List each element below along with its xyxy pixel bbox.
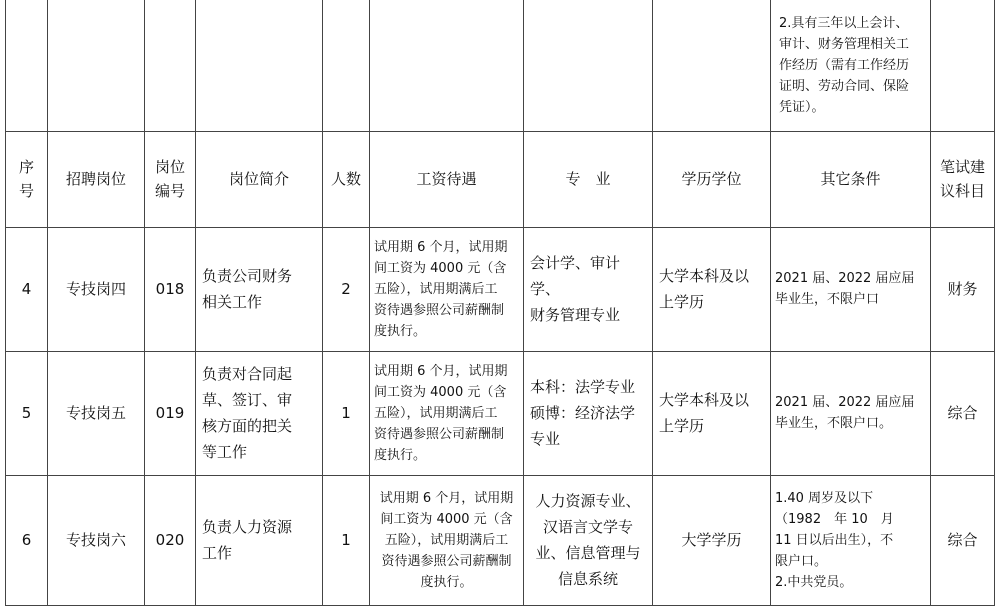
cell-no: 5 xyxy=(6,351,48,475)
header-code: 岗位 编号 xyxy=(145,131,196,227)
header-major: 专 业 xyxy=(524,131,653,227)
cell-other: 2021 届、2022 届应届 毕业生，不限户口 xyxy=(771,227,931,351)
header-count: 人数 xyxy=(323,131,370,227)
cell-salary: 试用期 6 个月，试用期 间工资为 4000 元（含 五险），试用期满后工 资待遇参照公司薪酬制 度执行。 xyxy=(370,475,524,605)
cell-count: 1 xyxy=(323,351,370,475)
table-row xyxy=(6,351,995,475)
cell-position: 专技岗六 xyxy=(48,475,145,605)
table-row xyxy=(6,475,995,605)
cell-other: 2021 届、2022 届应届 毕业生，不限户口。 xyxy=(771,351,931,475)
cell-exam: 综合 xyxy=(931,475,995,605)
cell-other: 1.40 周岁及以下 （1982 年 10 月 11 日以后出生），不 限户口。 2.中共党员。 xyxy=(771,475,931,605)
table-header-row xyxy=(6,131,995,227)
header-no: 序号 xyxy=(6,131,48,227)
cell-intro: 负责对合同起 草、签订、审 核方面的把关 等工作 xyxy=(196,351,323,475)
cell-degree: 大学本科及以 上学历 xyxy=(653,227,771,351)
cell-code: 018 xyxy=(145,227,196,351)
cell-major: 会计学、审计学、 财务管理专业 xyxy=(524,227,653,351)
header-exam: 笔试建 议科目 xyxy=(931,131,995,227)
header-other: 其它条件 xyxy=(771,131,931,227)
cell-code: 020 xyxy=(145,475,196,605)
cell-exam: 综合 xyxy=(931,351,995,475)
prev-other-conditions: 2.具有三年以上会计、 审计、财务管理相关工 作经历（需有工作经历 证明、劳动合同、保险 凭证）。 xyxy=(771,0,931,131)
table-row xyxy=(6,227,995,351)
cell-degree: 大学本科及以 上学历 xyxy=(653,351,771,475)
header-position: 招聘岗位 xyxy=(48,131,145,227)
cell-major: 本科：法学专业 硕博：经济法学 专业 xyxy=(524,351,653,475)
table-row-previous xyxy=(6,0,995,131)
cell-major: 人力资源专业、 汉语言文学专 业、信息管理与 信息系统 xyxy=(524,475,653,605)
cell-no: 4 xyxy=(6,227,48,351)
cell-intro: 负责人力资源 工作 xyxy=(196,475,323,605)
cell-position: 专技岗四 xyxy=(48,227,145,351)
cell-exam: 财务 xyxy=(931,227,995,351)
recruitment-table xyxy=(5,0,995,606)
header-salary: 工资待遇 xyxy=(370,131,524,227)
cell-no: 6 xyxy=(6,475,48,605)
cell-salary: 试用期 6 个月，试用期 间工资为 4000 元（含 五险），试用期满后工 资待遇参照公司薪酬制 度执行。 xyxy=(370,351,524,475)
cell-position: 专技岗五 xyxy=(48,351,145,475)
cell-count: 1 xyxy=(323,475,370,605)
cell-degree: 大学学历 xyxy=(653,475,771,605)
cell-intro: 负责公司财务 相关工作 xyxy=(196,227,323,351)
header-intro: 岗位简介 xyxy=(196,131,323,227)
header-degree: 学历学位 xyxy=(653,131,771,227)
cell-count: 2 xyxy=(323,227,370,351)
cell-salary: 试用期 6 个月，试用期 间工资为 4000 元（含 五险），试用期满后工 资待遇参照公司薪酬制 度执行。 xyxy=(370,227,524,351)
cell-code: 019 xyxy=(145,351,196,475)
